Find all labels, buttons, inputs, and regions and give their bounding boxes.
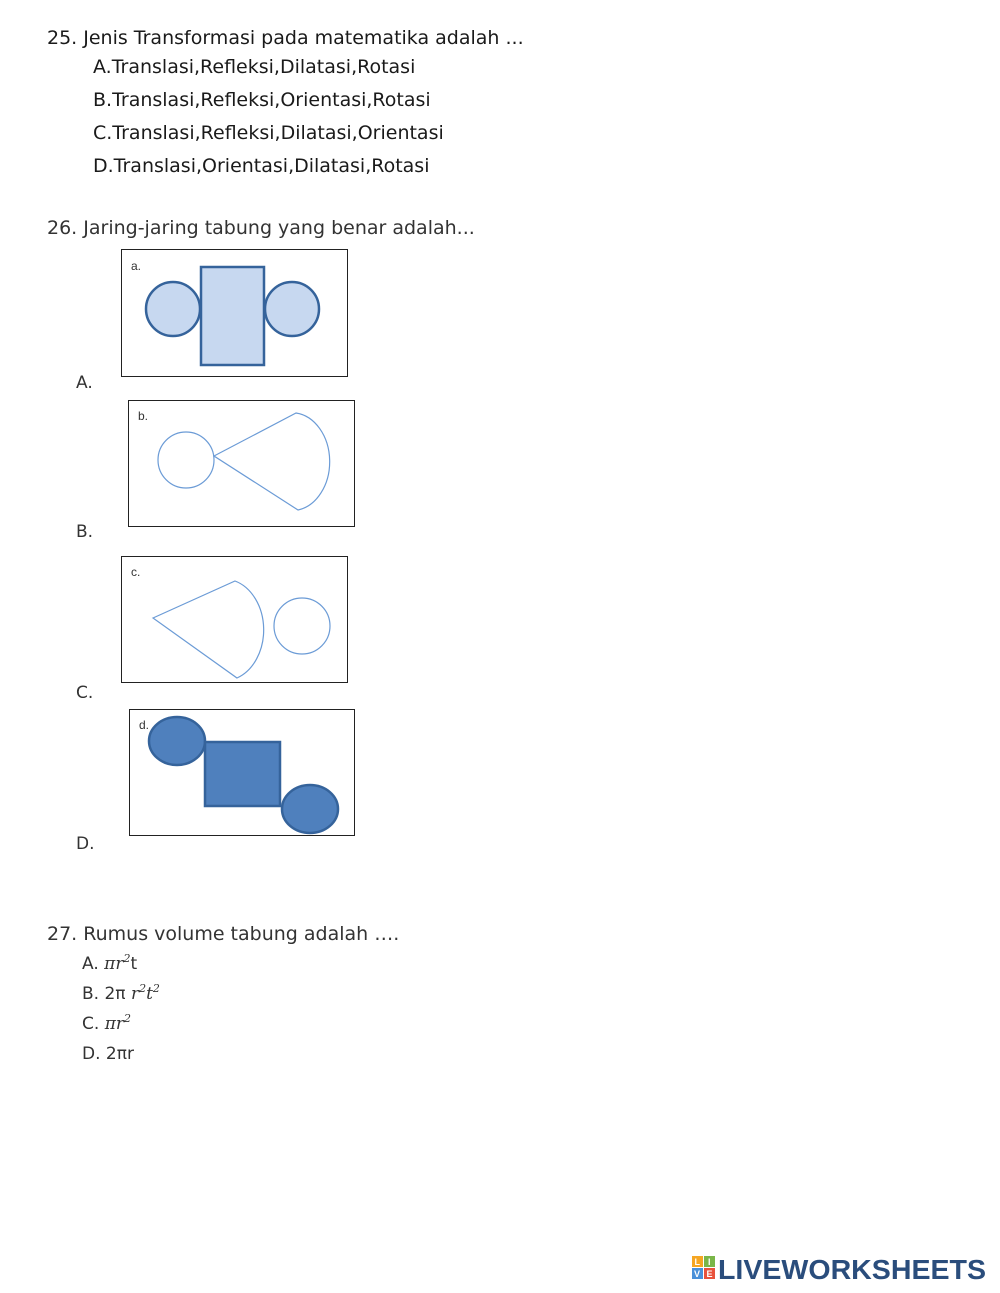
figure-d-top-ellipse: [149, 717, 205, 765]
q25-option-b: B.Translasi,Refleksi,Orientasi,Rotasi: [93, 89, 431, 111]
q26-option-c-letter: C.: [76, 683, 94, 703]
q26-option-b-letter: B.: [76, 522, 94, 542]
q25-option-c: C.Translasi,Refleksi,Dilatasi,Orientasi: [93, 122, 444, 144]
figure-c-cone-net: [121, 556, 349, 685]
logo-tile-l-text: L: [694, 1257, 700, 1267]
figure-d-label: d.: [139, 718, 150, 732]
figure-b-frame: [129, 401, 355, 527]
question-26: 26. Jaring-jaring tabung yang benar adalah...: [47, 217, 475, 239]
figure-a-label: a.: [131, 259, 142, 273]
q26-option-d-letter: D.: [76, 834, 95, 854]
figure-d-bottom-ellipse: [282, 785, 338, 833]
q25-option-d: D.Translasi,Orientasi,Dilatasi,Rotasi: [93, 155, 430, 177]
figure-d-square: [205, 742, 280, 806]
logo-text: LIVEWORKSHEETS: [718, 1254, 986, 1284]
logo-tile-e-text: E: [706, 1269, 713, 1279]
question-27: 27. Rumus volume tabung adalah ….: [47, 923, 400, 945]
logo-tile-v-text: V: [694, 1269, 701, 1279]
figure-a-right-circle: [265, 282, 319, 336]
figure-b-label: b.: [138, 409, 149, 423]
figure-a-left-circle: [146, 282, 200, 336]
figure-d-shapes: [129, 709, 357, 838]
q25-option-a: A.Translasi,Refleksi,Dilatasi,Rotasi: [93, 56, 416, 78]
figure-a-rectangle: [201, 267, 264, 365]
figure-c-label: c.: [131, 565, 141, 579]
liveworksheets-logo: [692, 1252, 988, 1284]
q27-option-d: D. 2πr: [82, 1044, 134, 1064]
question-25: 25. Jenis Transformasi pada matematika adalah ...: [47, 27, 524, 49]
q27-option-b: B. 2π $r^2t^2$: [82, 982, 160, 1004]
figure-a-cylinder-net: [121, 249, 349, 378]
figure-b-cone-net: [128, 400, 356, 529]
logo-tile-i-text: I: [708, 1257, 711, 1267]
q27-option-a: A. $\pi r^2t$: [82, 952, 138, 974]
q26-option-a-letter: A.: [76, 373, 93, 393]
q27-option-c: C. $\pi r^2$: [82, 1012, 132, 1034]
